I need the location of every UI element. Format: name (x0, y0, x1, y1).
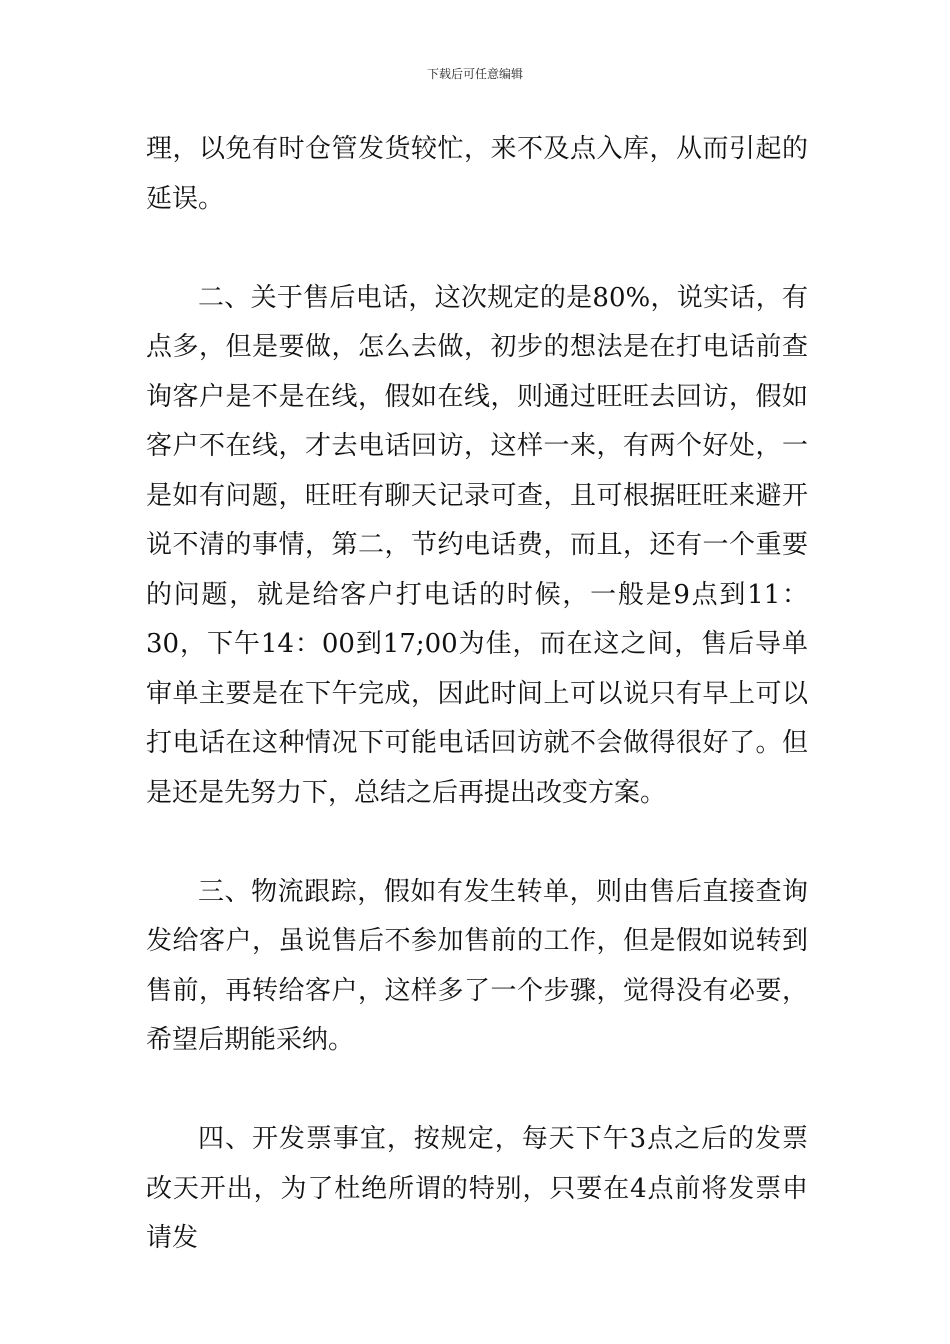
paragraph-invoice-matters: 四、开发票事宜，按规定，每天下午3点之后的发票改天开出，为了杜绝所谓的特别，只要在4点前将发票申请发 (146, 1124, 808, 1253)
page-header: 下载后可任意编辑 (426, 67, 523, 81)
paragraph-continuation: 理，以免有时仓管发货较忙，来不及点入库，从而引起的延误。 (146, 134, 808, 214)
paragraph-gap (146, 1066, 808, 1116)
paragraph-after-sales-calls: 二、关于售后电话，这次规定的是80%，说实话，有点多，但是要做，怎么去做，初步的想法是在打电话前查询客户是不是在线，假如在线，则通过旺旺去回访，假如客户不在线，才去电话回访，这样一来，有两个好处，一是如有问题，旺旺有聊天记录可查，且可根据旺旺来避开说不清的事情，第二，节约电话费，而且，还有一个重要的问题，就是给客户打电话的时候，一般是9点到11：30，下午14：00到17;00为佳，而在这之间，售后导单审单主要是在下午完成，因此时间上可以说只有早上可以打电话在这种情况下可能电话回访就不会做得很好了。但是还是先努力下，总结之后再提出改变方案。 (146, 282, 808, 808)
document-body (146, 125, 808, 1264)
paragraph-logistics-tracking: 三、物流跟踪，假如有发生转单，则由售后直接查询发给客户，虽说售后不参加售前的工作，但是假如说转到售前，再转给客户，这样多了一个步骤，觉得没有必要，希望后期能采纳。 (146, 876, 808, 1055)
paragraph-gap (146, 818, 808, 868)
paragraph-gap (146, 224, 808, 274)
